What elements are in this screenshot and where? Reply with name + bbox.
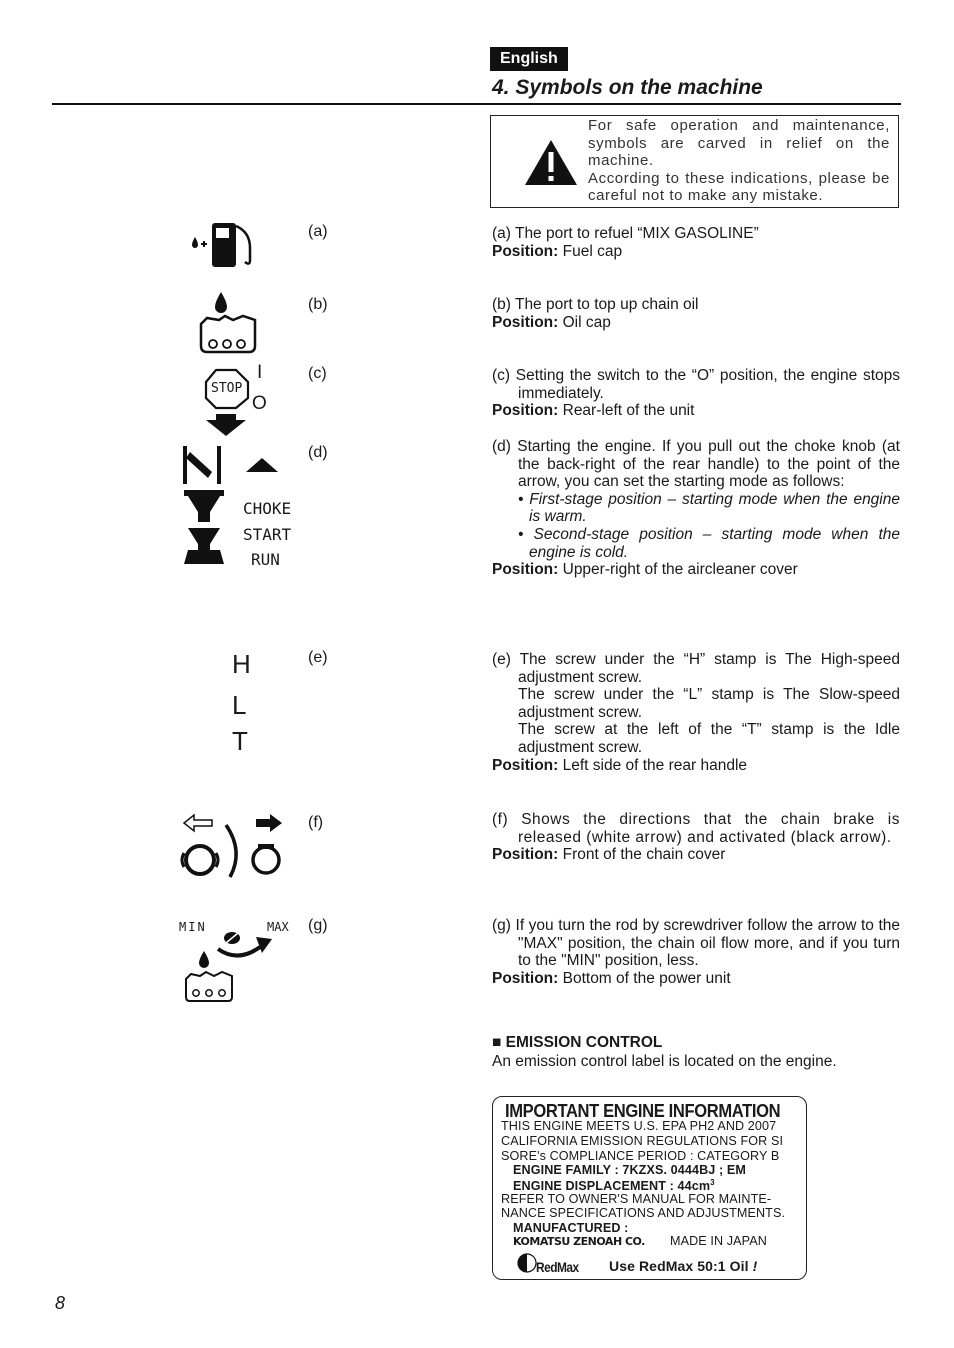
label-title: IMPORTANT ENGINE INFORMATION xyxy=(505,1101,781,1121)
label-line-7: NANCE SPECIFICATIONS AND ADJUSTMENTS. xyxy=(501,1206,786,1220)
symbol-d-text: (d) Starting the engine. If you pull out the choke knob (at the back-right of the rear handle) to the point of the arrow, you can set the starting mode as follows: xyxy=(492,438,900,491)
label-engine-displacement: ENGINE DISPLACEMENT : $44cm^3$ xyxy=(513,1178,715,1194)
stop-label: STOP xyxy=(211,381,243,396)
h-stamp-label: H xyxy=(232,649,251,679)
switch-off-label: O xyxy=(252,393,267,414)
min-label: MIN xyxy=(179,920,207,934)
emission-control-heading: ■ EMISSION CONTROL xyxy=(492,1034,663,1051)
symbol-g-description xyxy=(492,917,900,987)
max-label: MAX xyxy=(267,920,289,934)
symbol-e-text: (e) The screw under the “H” stamp is The High-speed adjustment screw. xyxy=(492,651,900,686)
symbol-b-text: (b) The port to top up chain oil xyxy=(492,296,699,313)
symbol-a-description xyxy=(492,225,900,260)
symbol-e-line-2: The screw under the “L” stamp is The Slow-speed adjustment screw. xyxy=(518,686,900,721)
symbol-e-line-3: The screw at the left of the “T” stamp is the Idle adjustment screw. xyxy=(518,721,900,756)
symbol-g-position: Position: Bottom of the power unit xyxy=(492,969,731,987)
symbol-c-text: (c) Setting the switch to the “O” position, the engine stops immediately. xyxy=(492,367,900,402)
symbol-f-tag: (f) xyxy=(308,814,324,831)
label-brand: RedMax xyxy=(536,1259,579,1275)
symbol-e-description xyxy=(492,651,900,774)
symbol-d-tag: (d) xyxy=(308,444,328,461)
symbol-c-tag: (c) xyxy=(308,365,327,382)
warning-triangle-icon xyxy=(522,138,582,188)
symbol-a-position: Position: Fuel cap xyxy=(492,242,623,260)
symbol-f-text: (f) Shows the directions that the chain brake is released (white arrow) and activated (black arrow). xyxy=(492,811,900,846)
symbol-g-tag: (g) xyxy=(308,917,328,934)
symbol-c-description xyxy=(492,367,900,420)
section-title: 4. Symbols on the machine xyxy=(492,76,763,99)
symbol-f-description xyxy=(492,811,900,864)
fuel-mix-icon xyxy=(190,220,260,270)
symbol-g-text: (g) If you turn the rod by screwdriver follow the arrow to the "MAX" position, the chain oil flow more, and if you turn to the "MIN" position, less. xyxy=(492,917,900,970)
symbol-b-description xyxy=(492,296,900,331)
symbol-f-position: Position: Front of the chain cover xyxy=(492,846,726,864)
run-label: RUN xyxy=(251,550,280,569)
label-engine-family: ENGINE FAMILY : 7KZXS. 0444BJ ; EM xyxy=(513,1163,746,1177)
label-made-in: MADE IN JAPAN xyxy=(670,1234,767,1248)
emission-control-text: An emission control label is located on the engine. xyxy=(492,1053,837,1070)
symbol-d-description xyxy=(492,438,900,579)
page-number: 8 xyxy=(55,1293,66,1313)
redmax-logo-icon xyxy=(517,1253,537,1273)
warning-line-1: For safe operation and maintenance, symbols are carved in relief on the machine. xyxy=(588,117,890,170)
label-maker: KOMATSU ZENOAH CO. xyxy=(513,1235,645,1248)
symbol-a-tag: (a) xyxy=(308,223,328,240)
safety-warning-box xyxy=(490,115,899,208)
label-line-1: THIS ENGINE MEETS U.S. EPA PH2 AND 2007 xyxy=(501,1119,777,1133)
symbol-a-text: (a) The port to refuel “MIX GASOLINE” xyxy=(492,225,759,242)
switch-on-label: I xyxy=(257,362,263,383)
label-oil: Use RedMax 50:1 Oil ! xyxy=(609,1258,758,1274)
symbol-b-position: Position: Oil cap xyxy=(492,313,611,331)
symbol-e-tag: (e) xyxy=(308,649,328,666)
warning-text xyxy=(588,117,890,205)
engine-information-label xyxy=(492,1096,807,1280)
t-stamp-label: T xyxy=(232,726,248,756)
stop-switch-icon xyxy=(204,362,284,438)
symbol-d-bullet-1: • First-stage position – starting mode when the engine is warm. xyxy=(518,490,900,526)
label-manufactured: MANUFACTURED : xyxy=(513,1221,629,1235)
language-tab: English xyxy=(490,47,568,71)
symbol-c-position: Position: Rear-left of the unit xyxy=(492,402,695,420)
symbol-d-position: Position: Upper-right of the aircleaner cover xyxy=(492,561,798,579)
chain-oil-icon xyxy=(197,290,259,356)
label-line-2: CALIFORNIA EMISSION REGULATIONS FOR SI xyxy=(501,1134,784,1148)
symbol-e-position: Position: Left side of the rear handle xyxy=(492,756,748,774)
l-stamp-label: L xyxy=(232,690,247,720)
header-rule xyxy=(52,103,901,105)
warning-line-2: According to these indications, please be careful not to make any mistake. xyxy=(588,169,890,205)
oil-adjust-icon xyxy=(180,925,290,1005)
symbol-b-tag: (b) xyxy=(308,296,328,313)
choke-label: CHOKE xyxy=(243,499,292,518)
symbol-d-bullet-2: • Second-stage position – starting mode when the engine is cold. xyxy=(518,525,900,561)
label-line-6: REFER TO OWNER'S MANUAL FOR MAINTE- xyxy=(501,1192,772,1206)
label-line-3: SORE's COMPLIANCE PERIOD : CATEGORY B xyxy=(501,1149,780,1163)
chain-brake-icon xyxy=(178,813,288,879)
start-label: START xyxy=(243,525,292,544)
